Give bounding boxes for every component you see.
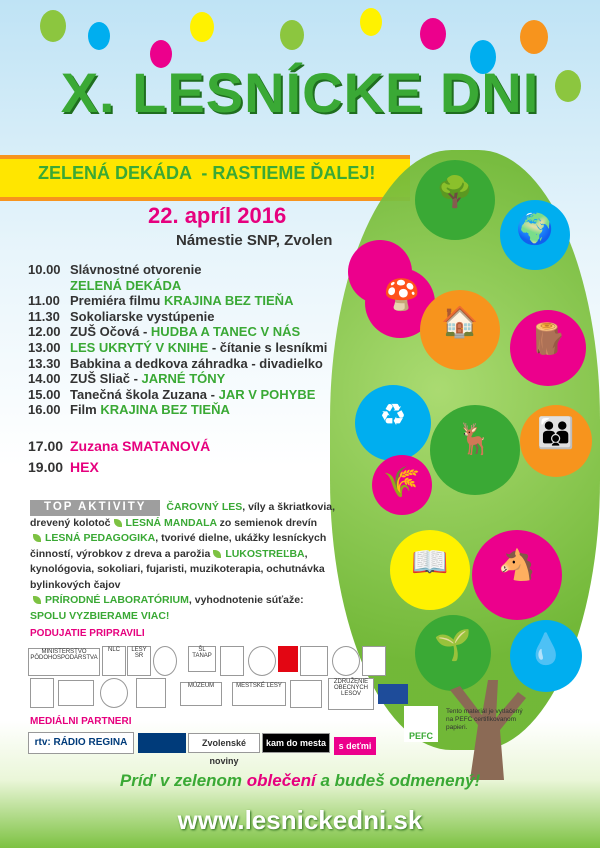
logo-mountains: [220, 646, 244, 676]
logs-icon: 🪵: [529, 323, 567, 356]
balloon: [280, 20, 304, 50]
logo-round: [100, 678, 128, 708]
slogan-part: a budeš odmenený!: [315, 771, 481, 790]
program-text: Premiéra filmu: [70, 293, 164, 309]
leaf-icon: [33, 534, 41, 542]
logo-mestske-lesy: MESTSKÉ LESY: [232, 682, 286, 706]
program-row: [28, 293, 358, 309]
program-time: 16.00: [28, 402, 61, 418]
concert-row: [28, 436, 358, 457]
program-row: [28, 309, 358, 325]
activity-text: SPOLU VYZBIERAME VIAC!: [30, 609, 170, 622]
activity-text: , vyhodnotenie súťaže:: [188, 594, 304, 606]
program-row: [28, 371, 358, 387]
program-time: [28, 278, 70, 294]
activity-text: , víly a škriatkovia, drevený kolotoč: [30, 501, 336, 529]
logo-circle: [332, 646, 360, 676]
logo-leaf: [290, 680, 322, 708]
program-text: ZELENÁ DEKÁDA: [70, 277, 182, 293]
program-time: 13.00: [28, 339, 61, 355]
program-text: ZUŠ Sliač -: [70, 371, 142, 387]
organizers-heading: PODUJATIE PRIPRAVILI: [30, 628, 145, 639]
event-date: 22. apríl 2016: [148, 203, 287, 228]
program-time: 14.00: [28, 371, 61, 387]
concert-artist: Zuzana SMATANOVÁ: [70, 437, 211, 454]
water-drop-icon: 💧: [527, 633, 565, 666]
logo-shield: [362, 646, 386, 676]
program-text: ZUŠ Očová -: [70, 324, 151, 340]
footer-slogan: [0, 771, 600, 791]
balloon: [40, 10, 66, 42]
program-row: [28, 402, 358, 418]
people-icon: 👪: [537, 417, 575, 450]
media-heading: MEDIÁLNI PARTNERI: [30, 716, 132, 727]
banner-text: ZELENÁ DEKÁDA - RASTIEME ĎALEJ!: [38, 163, 376, 183]
concert-artist: HEX: [70, 458, 99, 475]
balloon: [420, 18, 446, 50]
activity-text: zo semienok drevín: [216, 516, 318, 529]
program-text: LES UKRYTÝ V KNIHE: [70, 339, 209, 355]
program-text: KRAJINA BEZ TIEŇA: [100, 402, 230, 418]
leaf-icon: [33, 596, 41, 604]
globe-icon: 🌍: [516, 213, 554, 246]
program-text: - čítanie s lesníkmi: [208, 339, 328, 355]
program-text: Slávnostné otvorenie: [70, 262, 202, 277]
top-activities: [30, 500, 340, 624]
balloon: [88, 22, 110, 50]
logo-kam-do-mesta: kam do mesta: [262, 733, 330, 753]
program-time: 12.00: [28, 324, 61, 340]
activity-text: PRÍRODNÉ LABORATÓRIUM: [45, 594, 189, 606]
balloon: [360, 8, 382, 36]
leaf-icon: [114, 519, 122, 527]
book-icon: 📖: [411, 546, 449, 579]
activity-text: , tvorivé dielne, ukážky lesníckych činností, výrobkov z dreva a parožia: [30, 532, 327, 560]
activity-text: LESNÁ PEDAGOGIKA: [45, 532, 156, 544]
logo-museum: MÚZEUM: [180, 682, 222, 706]
logo-triangle: [136, 678, 166, 708]
balloon: [520, 20, 548, 54]
activity-text: , kynológovia, sokoliari, fujaristi, muzikoterapia, ochutnávka bylinkových čajov: [30, 547, 325, 591]
program-text: JAR V POHYBE: [218, 386, 316, 402]
pefc-note: Tento materiál je vytlačený na PEFC certifikovanom papieri.: [446, 708, 523, 731]
program-text: JARNÉ TÓNY: [141, 371, 226, 387]
program-row: [28, 356, 358, 372]
program-row: [28, 278, 358, 294]
program: [28, 262, 358, 478]
program-text: Tanečná škola Zuzana -: [70, 386, 219, 402]
concert-time: 19.00: [28, 458, 64, 475]
spacer: [28, 418, 358, 436]
leaf-icon: [213, 550, 221, 558]
page-title: X. LESNÍCKE DNI: [60, 61, 540, 124]
concert-time: 17.00: [28, 437, 64, 454]
activity-text: LUKOSTREĽBA: [225, 547, 305, 560]
program-time: 13.30: [28, 355, 61, 371]
pefc-logo: PEFC: [404, 706, 438, 742]
program-row: [28, 262, 358, 278]
slogan-part: oblečení: [246, 771, 316, 790]
house-icon: 🏠: [441, 306, 479, 339]
program-text: Film: [70, 402, 101, 418]
program-row: [28, 324, 358, 340]
program-text: HUDBA A TANEC V NÁS: [150, 324, 301, 340]
program-text: Sokoliarske vystúpenie: [70, 308, 215, 324]
deer-icon: 🦌: [456, 423, 494, 456]
logo-nlc: NLC: [102, 646, 126, 676]
logo-crest: [278, 646, 298, 672]
program-time: 15.00: [28, 386, 61, 402]
event-place: Námestie SNP, Zvolen: [176, 232, 333, 249]
slogan-part: Príď v zelenom: [119, 771, 247, 790]
tree-icon: 🌳: [436, 176, 474, 209]
top-activities-heading: TOP AKTIVITY: [30, 500, 160, 516]
program-time: 10.00: [28, 262, 61, 277]
logo-rtvs: rtv: RÁDIO REGINA: [28, 732, 134, 754]
logo-blue: [138, 733, 186, 753]
program-time: 11.30: [28, 308, 60, 324]
logo-zvolenske-noviny: Zvolenské noviny: [188, 733, 260, 753]
concert-row: [28, 457, 358, 478]
logo-zdruzenie: ZDRUŽENIE OBECNÝCH LESOV: [328, 678, 374, 710]
activity-text: ČAROVNÝ LES: [166, 501, 243, 513]
gardener-icon: 🌱: [434, 629, 472, 662]
mushroom-icon: 🍄: [383, 279, 421, 312]
logo-shield-2: [30, 678, 54, 708]
logo-tanap: ŠL TANAP: [188, 646, 216, 672]
reeds-icon: 🌾: [383, 466, 421, 499]
program-text: Babkina a dedkova záhradka - divadielko: [70, 355, 323, 371]
program-text: KRAJINA BEZ TIEŇA: [163, 293, 294, 309]
logo-net: [58, 680, 94, 706]
website-link[interactable]: www.lesnickedni.sk: [177, 805, 423, 835]
activity-text: LESNÁ MANDALA: [125, 516, 217, 529]
rocking-horse-icon: 🐴: [498, 549, 536, 582]
program-row: [28, 387, 358, 403]
logo-s-detmi: s deťmi: [334, 737, 376, 755]
logo-deer: [248, 646, 276, 676]
logo-ministry: MINISTERSTVO PÔDOHOSPODÁRSTVA: [28, 648, 100, 676]
logo-emblem: [153, 646, 177, 676]
logo-flag: [378, 684, 408, 704]
logo-lesy: LESY SR: [127, 646, 151, 676]
recycle-icon: ♻: [379, 399, 407, 432]
program-time: 11.00: [28, 293, 60, 309]
balloon: [190, 12, 214, 42]
program-row: [28, 340, 358, 356]
logo-zvolen: [300, 646, 328, 676]
